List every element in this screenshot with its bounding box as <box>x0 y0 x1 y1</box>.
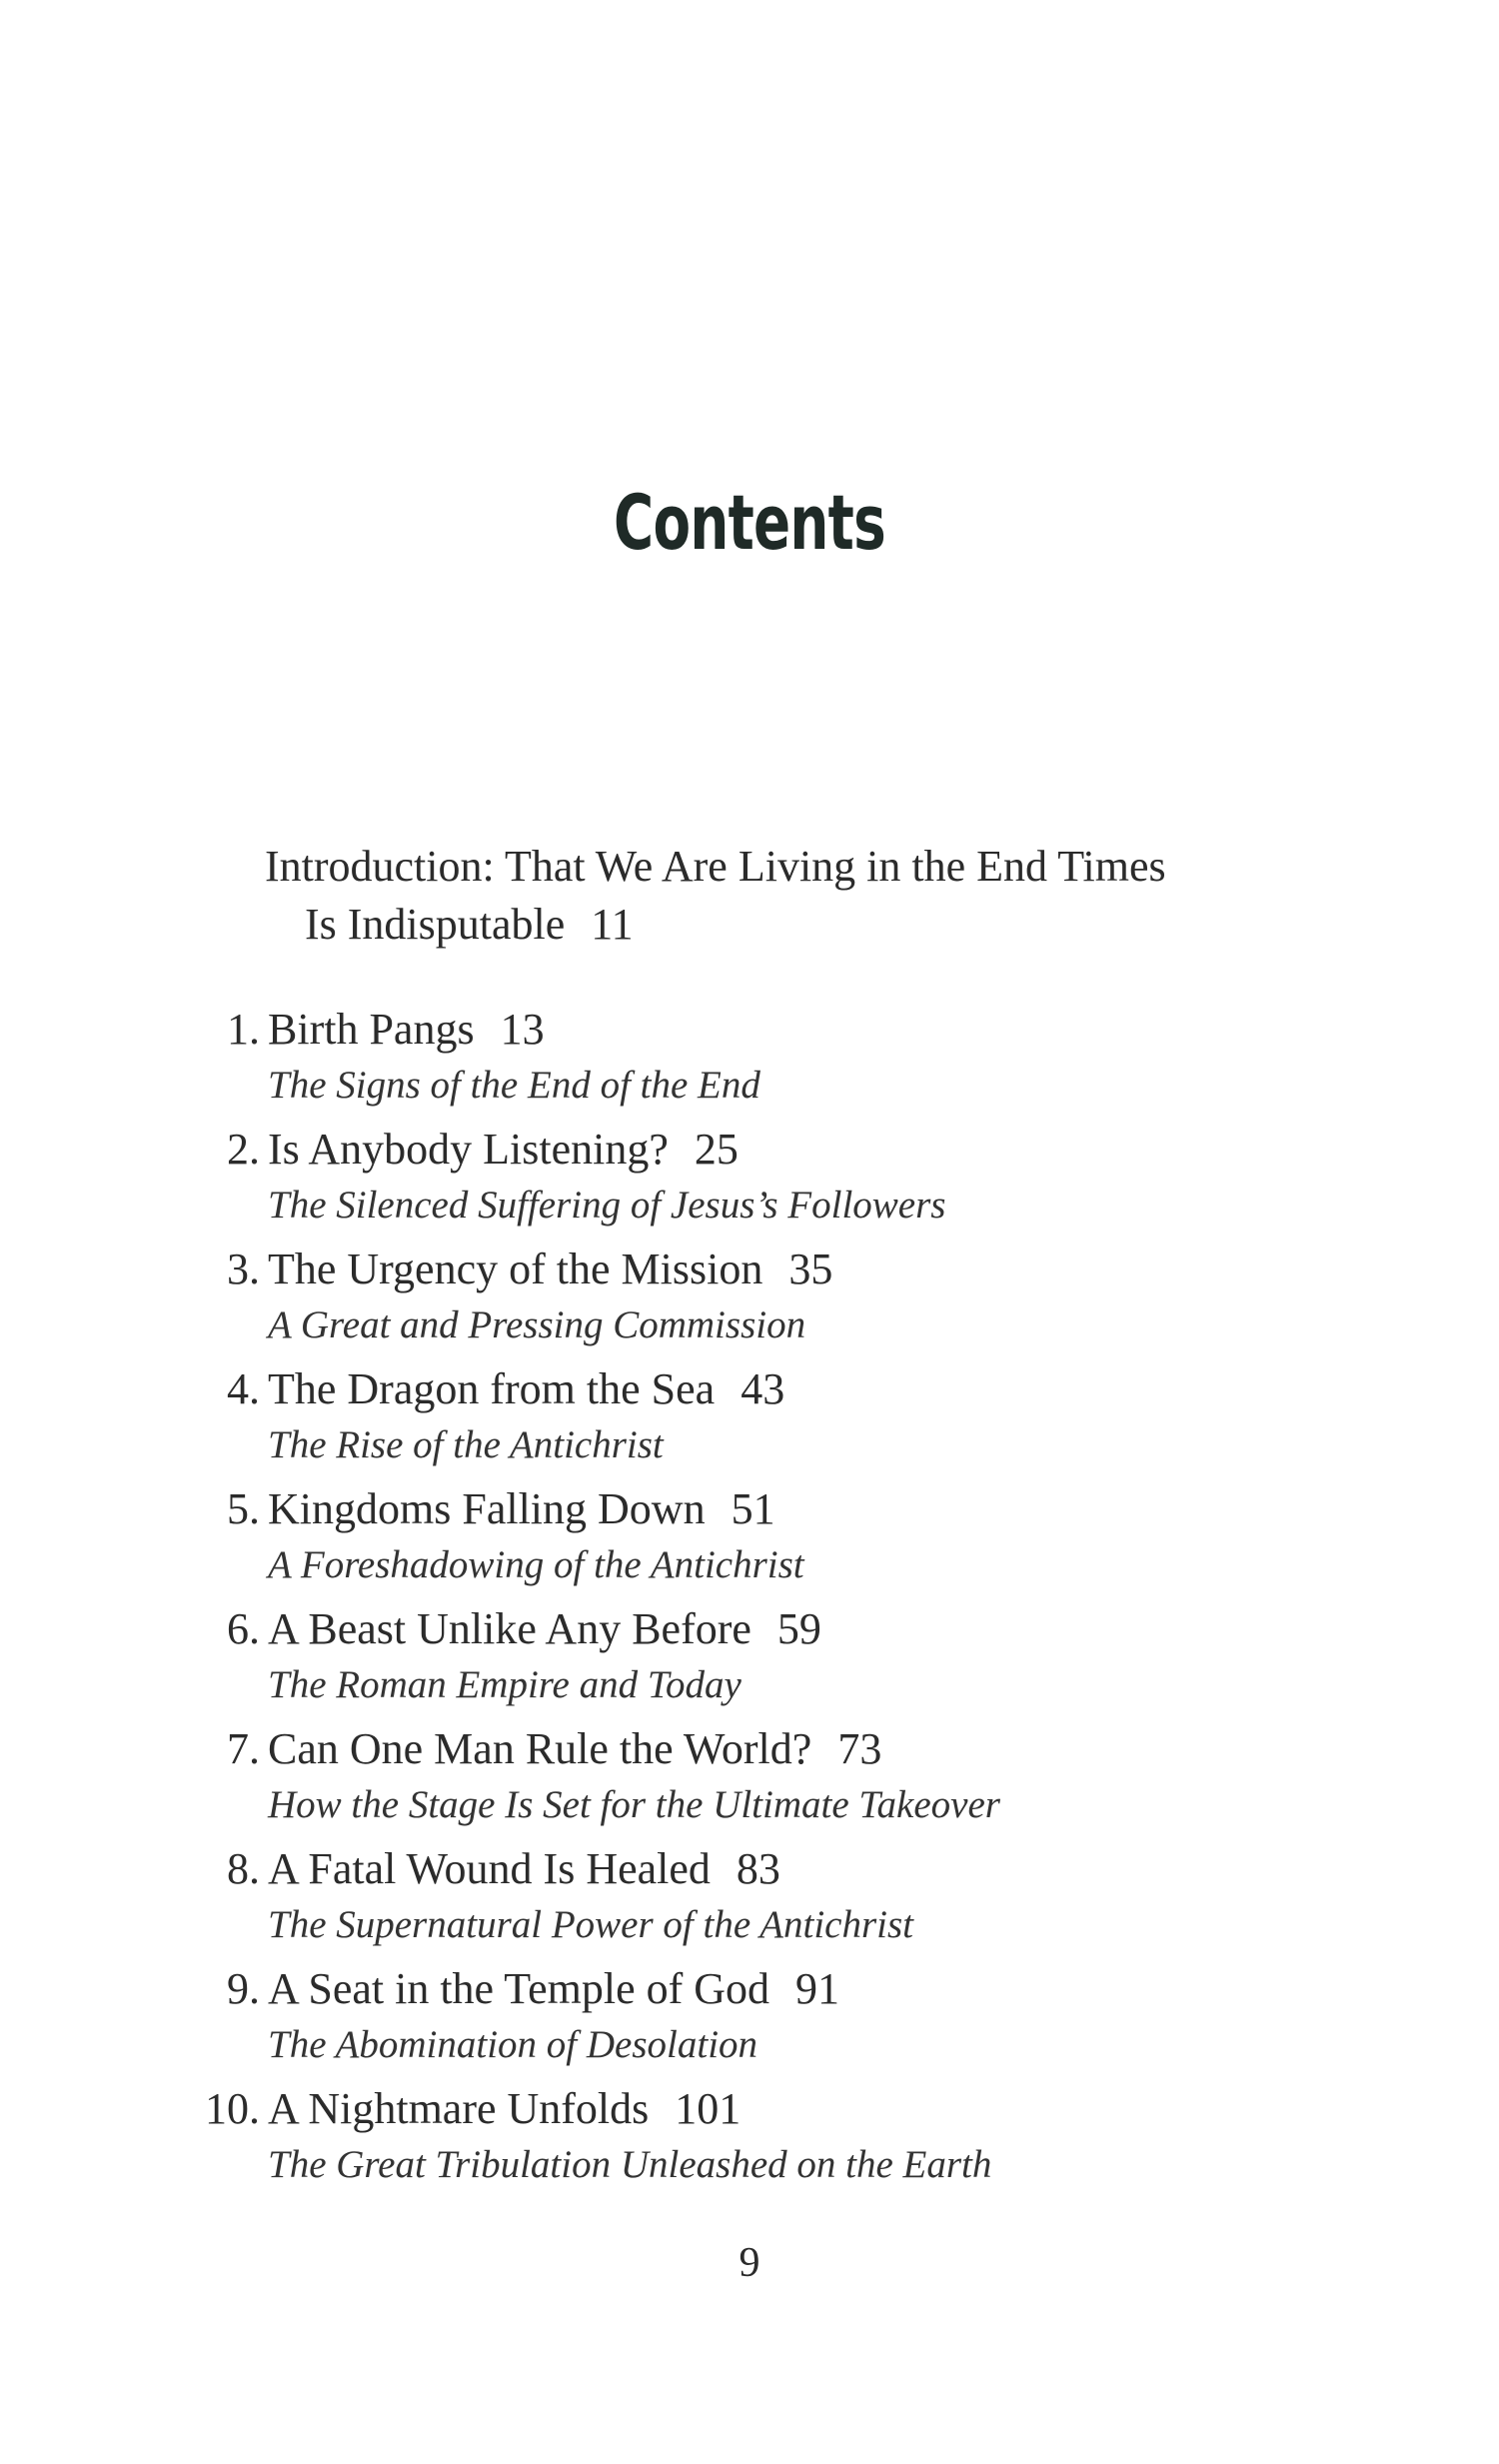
chapter-title: Birth Pangs <box>268 1005 475 1054</box>
chapter-heading <box>268 1599 821 1659</box>
chapter-page-number: 59 <box>776 1604 821 1653</box>
chapter-heading <box>268 1120 739 1180</box>
chapter-title: The Dragon from the Sea <box>268 1364 716 1413</box>
chapter-number: 3. <box>227 1244 260 1293</box>
chapter-subtitle: A Foreshadowing of the Antichrist <box>268 1543 804 1586</box>
page-folio-number: 9 <box>739 2240 760 2286</box>
toc-entry <box>0 1719 1499 1839</box>
chapter-page-number: 91 <box>795 1964 840 2013</box>
chapter-number: 8. <box>227 1844 260 1893</box>
page-title: Contents <box>614 478 885 567</box>
toc-entry <box>0 1000 1499 1120</box>
chapter-title: Kingdoms Falling Down <box>268 1484 706 1533</box>
chapter-page-number: 25 <box>694 1125 739 1174</box>
introduction-title-line1: Introduction: That We Are Living in the End Times <box>265 842 1166 891</box>
toc-entry <box>0 1959 1499 2079</box>
toc-entry <box>0 1479 1499 1599</box>
chapter-title: A Seat in the Temple of God <box>268 1964 770 2013</box>
chapter-subtitle: The Rise of the Antichrist <box>268 1423 664 1466</box>
chapter-number: 2. <box>227 1125 260 1174</box>
toc-entry <box>0 2079 1499 2199</box>
chapter-heading <box>268 1359 784 1419</box>
introduction-page-number: 11 <box>591 900 634 949</box>
toc-entry <box>0 1839 1499 1959</box>
chapter-page-number: 101 <box>675 2084 742 2133</box>
toc-entry <box>0 1359 1499 1479</box>
chapter-subtitle: The Abomination of Desolation <box>268 2023 758 2066</box>
chapter-number: 5. <box>227 1484 260 1533</box>
chapter-title: Can One Man Rule the World? <box>268 1724 812 1773</box>
chapter-subtitle: The Silenced Suffering of Jesus’s Followers <box>268 1184 946 1227</box>
chapter-heading <box>268 1959 839 2019</box>
chapter-heading <box>268 1239 832 1299</box>
chapter-page-number: 13 <box>500 1005 545 1054</box>
chapter-heading <box>268 1479 775 1539</box>
chapter-heading <box>268 2079 741 2139</box>
chapter-subtitle: The Great Tribulation Unleashed on the Earth <box>268 2143 992 2186</box>
toc-entry <box>0 1599 1499 1719</box>
chapter-subtitle: A Great and Pressing Commission <box>268 1303 806 1346</box>
chapter-title: A Nightmare Unfolds <box>268 2084 650 2133</box>
chapter-number: 1. <box>227 1005 260 1054</box>
chapter-number: 9. <box>227 1964 260 2013</box>
toc-entry <box>0 1239 1499 1359</box>
chapter-subtitle: The Supernatural Power of the Antichrist <box>268 1903 914 1946</box>
chapter-heading <box>268 1000 545 1060</box>
chapter-subtitle: The Roman Empire and Today <box>268 1663 742 1706</box>
introduction-entry <box>265 838 1166 954</box>
chapter-number: 7. <box>227 1724 260 1773</box>
chapter-page-number: 35 <box>788 1244 833 1293</box>
chapter-page-number: 43 <box>741 1364 785 1413</box>
chapter-subtitle: The Signs of the End of the End <box>268 1064 760 1107</box>
chapter-title: A Fatal Wound Is Healed <box>268 1844 711 1893</box>
introduction-title-line2-text: Is Indisputable <box>305 900 566 949</box>
introduction-title-line2 <box>265 896 1166 954</box>
chapter-title: The Urgency of the Mission <box>268 1244 763 1293</box>
chapter-title: A Beast Unlike Any Before <box>268 1604 751 1653</box>
chapter-page-number: 51 <box>731 1484 775 1533</box>
table-of-contents <box>0 1000 1499 2199</box>
chapter-page-number: 73 <box>837 1724 882 1773</box>
chapter-page-number: 83 <box>736 1844 780 1893</box>
chapter-title: Is Anybody Listening? <box>268 1125 669 1174</box>
chapter-number: 4. <box>227 1364 260 1413</box>
chapter-number: 10. <box>205 2084 260 2133</box>
chapter-heading <box>268 1719 881 1779</box>
toc-entry <box>0 1120 1499 1239</box>
chapter-subtitle: How the Stage Is Set for the Ultimate Takeover <box>268 1783 1000 1826</box>
chapter-number: 6. <box>227 1604 260 1653</box>
chapter-heading <box>268 1839 780 1899</box>
